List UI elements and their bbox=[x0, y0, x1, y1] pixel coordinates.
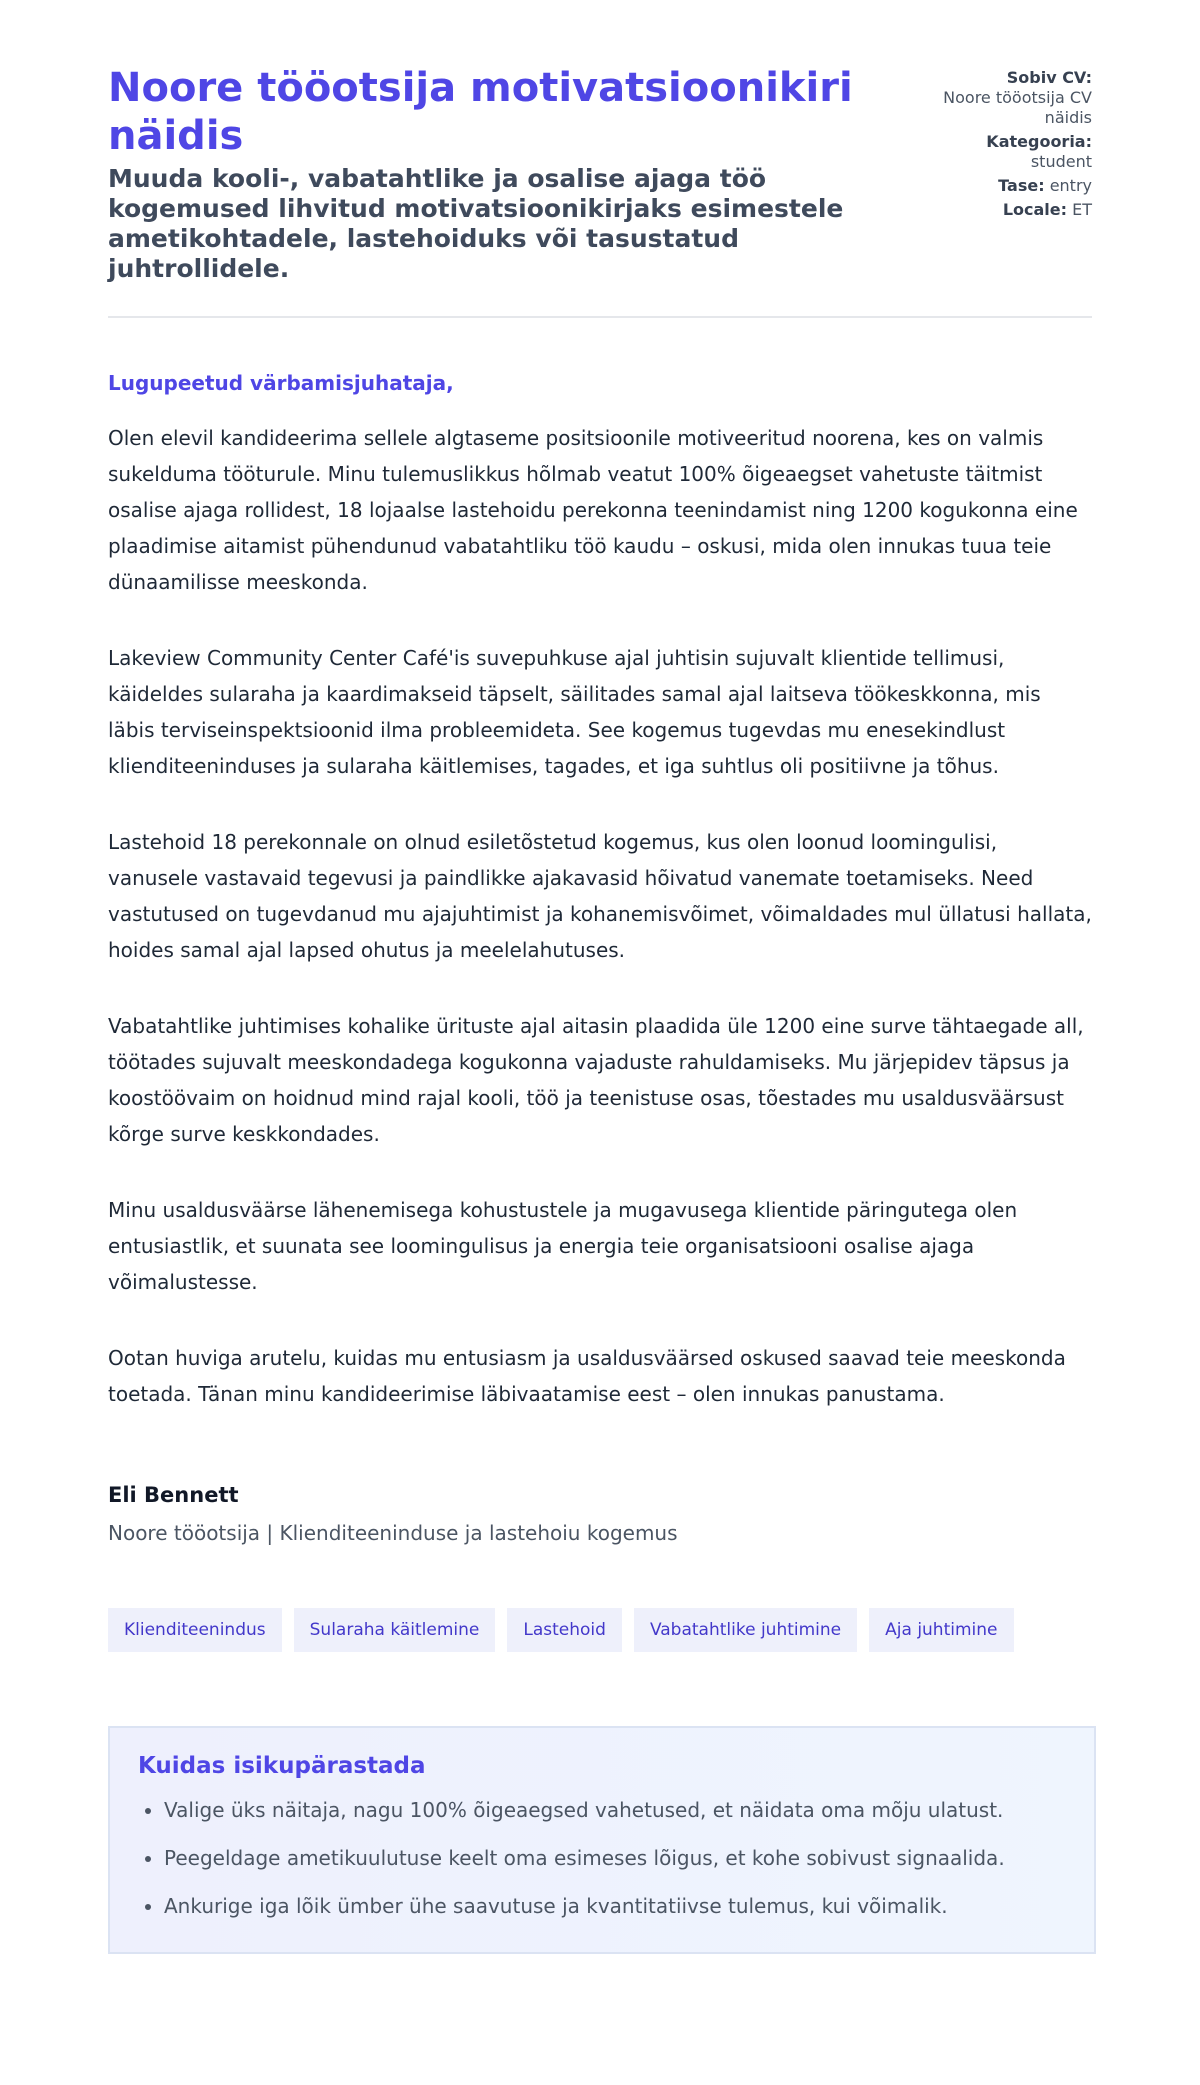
meta-category-label: Kategooria: bbox=[986, 132, 1092, 151]
signature-role: Noore tööotsija | Klienditeeninduse ja lastehoiu kogemus bbox=[108, 1521, 678, 1545]
meta-cv-value: Noore tööotsija CV näidis bbox=[943, 88, 1092, 127]
meta-category bbox=[922, 132, 1092, 172]
header-titles bbox=[108, 64, 922, 284]
letter-paragraph-3: Lastehoid 18 perekonnale on olnud esiletõstetud kogemus, kus olen loonud loomingulisi, vanusele vastavaid tegevusi ja paindlikke ajakavasid hõivatud vanemate toetamiseks. Need vastutused on tugevdanud mu ajajuhtimist ja kohanemisvõimet, võimaldades mul üllatusi hallata, hoides samal ajal lapsed ohutus ja meelelahutuses. bbox=[108, 830, 1092, 962]
meta-locale bbox=[922, 200, 1092, 220]
meta-locale-value: ET bbox=[1072, 200, 1092, 219]
letter-paragraph-2: Lakeview Community Center Café'is suvepuhkuse ajal juhtisin sujuvalt klientide tellimusi, käideldes sularaha ja kaardimakseid täpselt, säilitades samal ajal laitseva töökeskkonna, mis läbis terviseinspektsioonid ilma probleemideta. See kogemus tugevdas mu enesekindlust klienditeeninduses ja sularaha käitlemises, tagades, et iga suhtlus oli positiivne ja tõhus. bbox=[108, 646, 1041, 778]
signature bbox=[108, 1480, 1092, 1548]
letter-body bbox=[108, 368, 1092, 1412]
letter-paragraph-1: Olen elevil kandideerima sellele algtaseme positsioonile motiveeritud noorena, kes on valmis sukelduma tööturule. Minu tulemuslikkus hõlmab veatut 100% õigeaegset vahetuste täitmist osalise ajaga rollidest, 18 lojaalse lastehoidu perekonna teenindamist ning 1200 kogukonna eine plaadimise aitamist pühendunud vabatahtliku töö kaudu – oskusi, mida olen innukas tuua teie dünaamilisse meeskonda. bbox=[108, 426, 1078, 594]
letter-paragraph-6: Ootan huviga arutelu, kuidas mu entusiasm ja usaldusväärsed oskused saavad teie meeskonda toetada. Tänan minu kandideerimise läbivaatamise eest – olen innukas panustama. bbox=[108, 1346, 1066, 1406]
signature-name: Eli Bennett bbox=[108, 1483, 239, 1507]
skill-tag: Lastehoid bbox=[507, 1608, 622, 1652]
page-subtitle: Muuda kooli-, vabatahtlike ja osalise ajaga töö kogemused lihvitud motivatsioonikirjaks esimestele ametikohtadele, lastehoiduks või tasustatud juhtrollidele. bbox=[108, 164, 844, 283]
tips-item: • Valige üks näitaja, nagu 100% õigeaegsed vahetused, et näidata oma mõju ulatust. bbox=[164, 1796, 1064, 1824]
letter-paragraph-4: Vabatahtlike juhtimises kohalike ürituste ajal aitasin plaadida üle 1200 eine surve tähtaegade all, töötades sujuvalt meeskondadega kogukonna vajaduste rahuldamiseks. Mu järjepidev täpsus ja koostöövaim on hoidnud mind rajal kooli, töö ja teenistuse osas, tõestades mu usaldusväärsust kõrge surve keskkondades. bbox=[108, 1014, 1084, 1146]
meta-cv bbox=[922, 68, 1092, 128]
tips-title: Kuidas isikupärastada bbox=[138, 1753, 426, 1779]
meta-locale-label: Locale: bbox=[1002, 200, 1068, 219]
letter-paragraph-5: Minu usaldusväärse lähenemisega kohustustele ja mugavusega klientide päringutega olen entusiastlik, et suunata see loomingulisus ja energia teie organisatsiooni osalise ajaga võimalustesse. bbox=[108, 1198, 1018, 1294]
meta-level-label: Tase: bbox=[998, 176, 1045, 195]
meta-level bbox=[922, 176, 1092, 196]
tips-list bbox=[138, 1796, 1064, 1920]
meta-panel bbox=[922, 68, 1092, 224]
page-header bbox=[108, 64, 1092, 318]
skill-tag: Aja juhtimine bbox=[869, 1608, 1013, 1652]
personalization-tips bbox=[108, 1726, 1096, 1954]
tips-item: • Ankurige iga lõik ümber ühe saavutuse ja kvantitatiivse tulemus, kui võimalik. bbox=[164, 1892, 1064, 1920]
meta-cv-label: Sobiv CV: bbox=[1006, 68, 1092, 87]
salutation: Lugupeetud värbamisjuhataja, bbox=[108, 371, 454, 395]
skill-tag: Sularaha käitlemine bbox=[294, 1608, 496, 1652]
skill-tag: Vabatahtlike juhtimine bbox=[634, 1608, 857, 1652]
skill-tags bbox=[108, 1608, 1092, 1652]
page-title: Noore tööotsija motivatsioonikiri näidis bbox=[108, 65, 853, 159]
meta-category-value: student bbox=[1030, 152, 1092, 171]
meta-level-value: entry bbox=[1049, 176, 1092, 195]
skill-tag: Klienditeenindus bbox=[108, 1608, 282, 1652]
tips-item: • Peegeldage ametikuulutuse keelt oma esimeses lõigus, et kohe sobivust signaalida. bbox=[164, 1844, 1064, 1872]
